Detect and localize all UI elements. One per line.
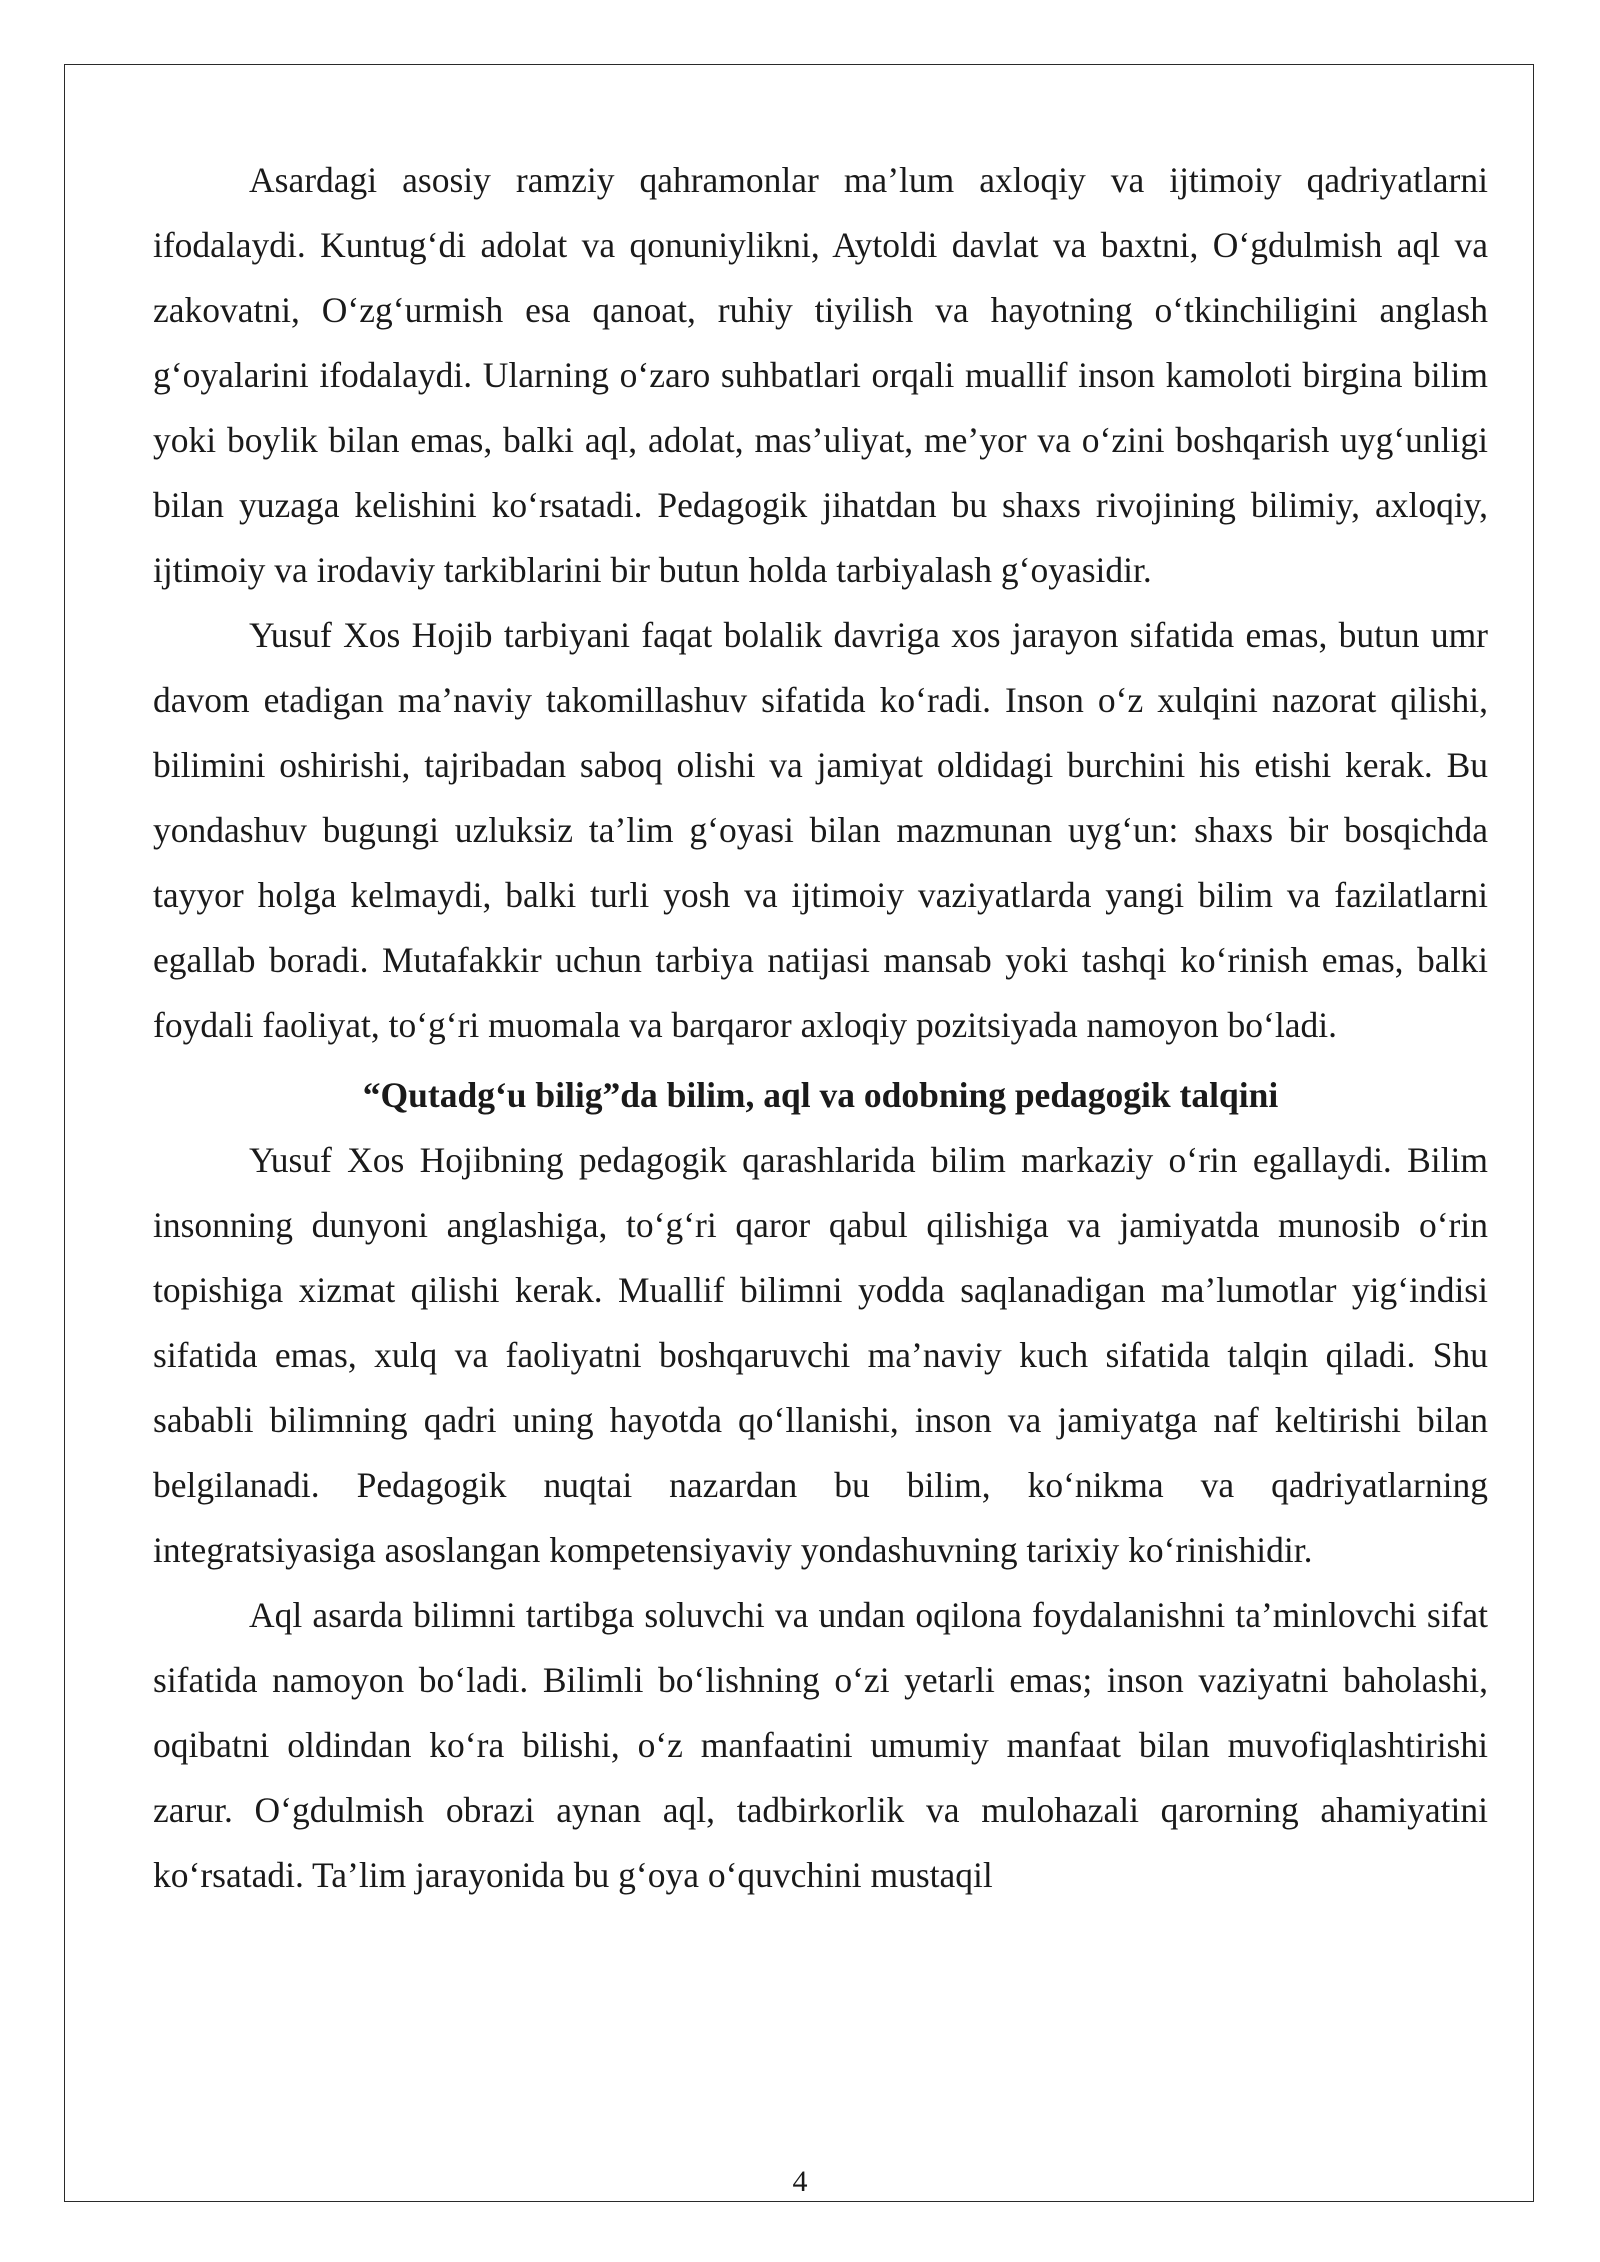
page-number: 4 bbox=[792, 2165, 808, 2198]
section-heading: “Qutadg‘u bilig”da bilim, aql va odobning pedagogik talqini bbox=[362, 1075, 1279, 1115]
paragraph: Aql asarda bilimni tartibga soluvchi va undan oqilona foydalanishni ta’minlovchi sifat sifatida namoyon bo‘ladi. Bilimli bo‘lishning o‘zi yetarli emas; inson vaziyatni baholashi, oqibatni oldindan ko‘ra bilishi, o‘z manfaatini umumiy manfaat bilan muvofiqlashtirishi zarur. O‘gdulmish obrazi aynan aql, tadbirkorlik va mulohazali qarorning ahamiyatini ko‘rsatadi. Ta’lim jarayonida bu g‘oya o‘quvchini mustaqil bbox=[153, 1595, 1488, 1895]
paragraph: Asardagi asosiy ramziy qahramonlar ma’lum axloqiy va ijtimoiy qadriyatlarni ifodalaydi. Kuntug‘di adolat va qonuniylikni, Aytoldi davlat va baxtni, O‘gdulmish aql va zakovatni, O‘zg‘urmish esa qanoat, ruhiy tiyilish va hayotning o‘tkinchiligini anglash g‘oyalarini ifodalaydi. Ularning o‘zaro suhbatlari orqali muallif inson kamoloti birgina bilim yoki boylik bilan emas, balki aql, adolat, mas’uliyat, me’yor va o‘zini boshqarish uyg‘unligi bilan yuzaga kelishini ko‘rsatadi. Pedagogik jihatdan bu shaxs rivojining bilimiy, axloqiy, ijtimoiy va irodaviy tarkiblarini bir butun holda tarbiyalash g‘oyasidir. bbox=[153, 160, 1488, 590]
document-body bbox=[153, 148, 1488, 1908]
paragraph: Yusuf Xos Hojibning pedagogik qarashlarida bilim markaziy o‘rin egallaydi. Bilim insonning dunyoni anglashiga, to‘g‘ri qaror qabul qilishiga va jamiyatda munosib o‘rin topishiga xizmat qilishi kerak. Muallif bilimni yodda saqlanadigan ma’lumotlar yig‘indisi sifatida emas, xulq va faoliyatni boshqaruvchi ma’naviy kuch sifatida talqin qiladi. Shu sababli bilimning qadri uning hayotda qo‘llanishi, inson va jamiyatga naf keltirishi bilan belgilanadi. Pedagogik nuqtai nazardan bu bilim, ko‘nikma va qadriyatlarning integratsiyasiga asoslangan kompetensiyaviy yondashuvning tarixiy ko‘rinishidir. bbox=[153, 1140, 1488, 1570]
paragraph: Yusuf Xos Hojib tarbiyani faqat bolalik davriga xos jarayon sifatida emas, butun umr davom etadigan ma’naviy takomillashuv sifatida ko‘radi. Inson o‘z xulqini nazorat qilishi, bilimini oshirishi, tajribadan saboq olishi va jamiyat oldidagi burchini his etishi kerak. Bu yondashuv bugungi uzluksiz ta’lim g‘oyasi bilan mazmunan uyg‘un: shaxs bir bosqichda tayyor holga kelmaydi, balki turli yosh va ijtimoiy vaziyatlarda yangi bilim va fazilatlarni egallab boradi. Mutafakkir uchun tarbiya natijasi mansab yoki tashqi ko‘rinish emas, balki foydali faoliyat, to‘g‘ri muomala va barqaror axloqiy pozitsiyada namoyon bo‘ladi. bbox=[153, 615, 1488, 1045]
